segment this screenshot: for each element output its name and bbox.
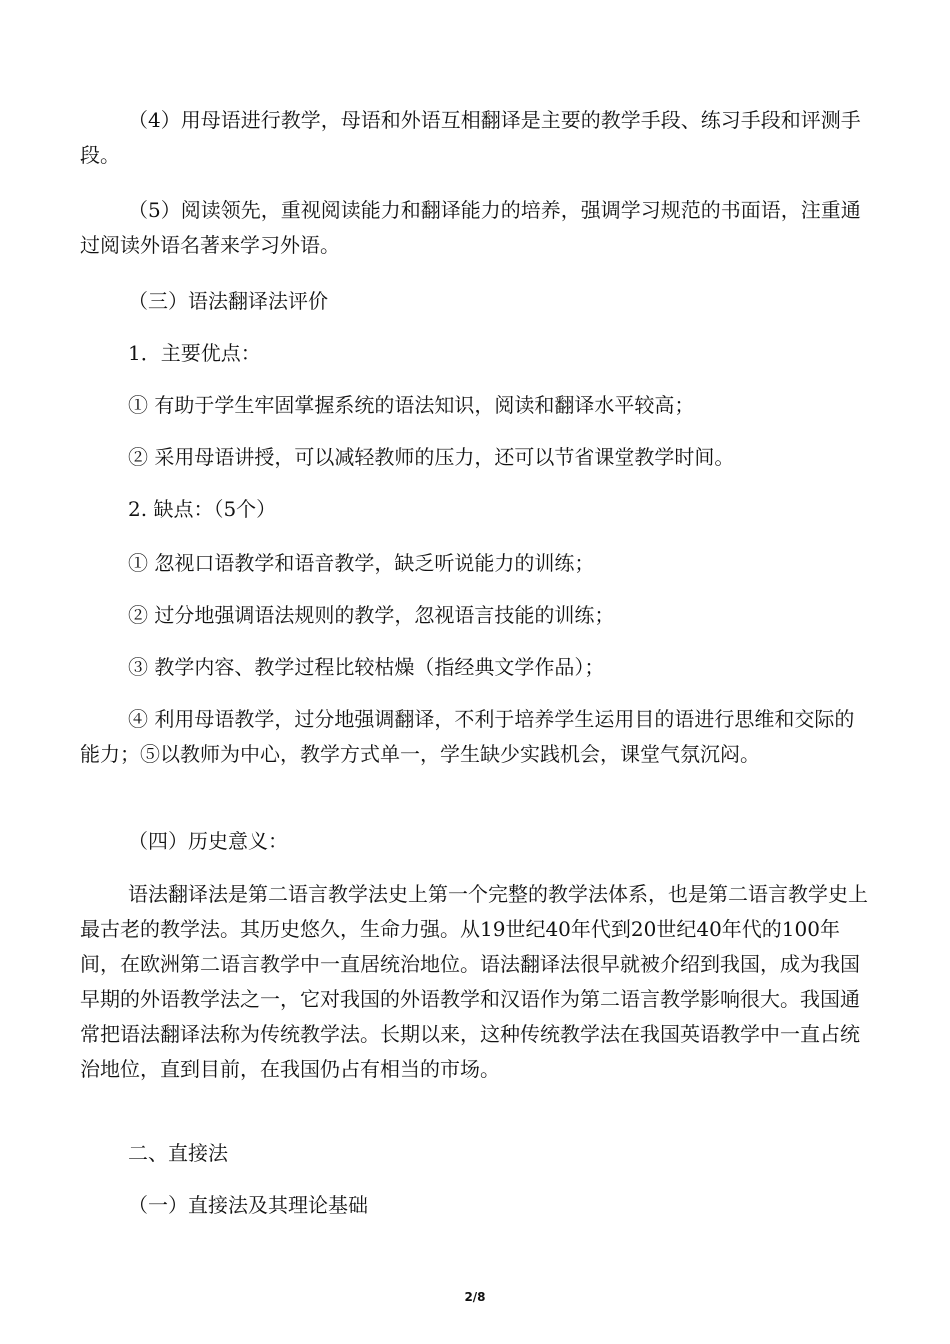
paragraph-point-4: （4）用母语进行教学，母语和外语互相翻译是主要的教学手段、练习手段和评测手段。: [80, 108, 861, 167]
subheading-disadvantages: 2. 缺点：（5个）: [128, 497, 277, 521]
disadvantage-item-4-5: ④ 利用母语教学，过分地强调翻译，不利于培养学生运用目的语进行思维和交际的能力；⑤以教师为中心，教学方式单一，学生缺少实践机会，课堂气氛沉闷。: [80, 707, 855, 766]
disadvantage-item-2: ② 过分地强调语法规则的教学，忽视语言技能的训练；: [128, 603, 615, 627]
section-heading-significance: （四）历史意义：: [128, 829, 288, 853]
chapter-heading-direct-method: 二、直接法: [128, 1141, 228, 1165]
subheading-advantages: 1．主要优点：: [128, 341, 261, 365]
disadvantage-item-3: ③ 教学内容、教学过程比较枯燥（指经典文学作品）；: [128, 655, 605, 679]
paragraph-historical-significance: 语法翻译法是第二语言教学法史上第一个完整的教学法体系，也是第二语言教学史上最古老的教学法。其历史悠久，生命力强。从19世纪40年代到20世纪40年代的100年间，在欧洲第二语言教学中一直居统治地位。语法翻译法很早就被介绍到我国，成为我国早期的外语教学法之一，它对我国的外语教学和汉语作为第二语言教学影响很大。我国通常把语法翻译法称为传统教学法。长期以来，这种传统教学法在我国英语教学中一直占统治地位，直到目前，在我国仍占有相当的市场。: [80, 882, 868, 1081]
advantage-item-1: ① 有助于学生牢固掌握系统的语法知识，阅读和翻译水平较高；: [128, 393, 695, 417]
page-number: 2/8: [464, 1290, 486, 1304]
section-heading-evaluation: （三）语法翻译法评价: [128, 289, 328, 313]
paragraph-point-5: （5）阅读领先，重视阅读能力和翻译能力的培养，强调学习规范的书面语，注重通过阅读外语名著来学习外语。: [80, 198, 861, 257]
section-heading-direct-method-theory: （一）直接法及其理论基础: [128, 1193, 368, 1217]
advantage-item-2: ② 采用母语讲授，可以减轻教师的压力，还可以节省课堂教学时间。: [128, 445, 735, 469]
disadvantage-item-1: ① 忽视口语教学和语音教学，缺乏听说能力的训练；: [128, 551, 595, 575]
